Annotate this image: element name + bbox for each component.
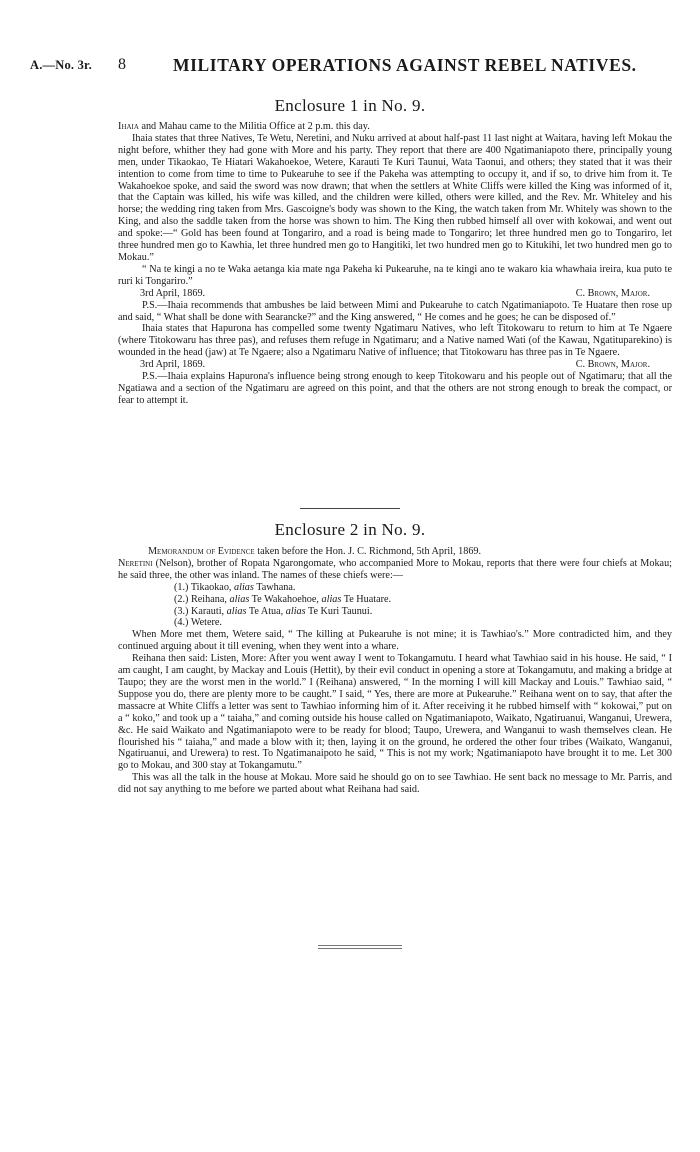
document-reference: A.—No. 3r. xyxy=(30,58,92,72)
paragraph: This was all the talk in the house at Mokau. More said he should go on to see Tawhiao. He sent back no message to Mr. Parris, and did not say anything to me before we parted about what Reihana had said. xyxy=(118,772,672,796)
signature-line xyxy=(118,359,672,371)
enclosure-2-body xyxy=(118,546,672,796)
signature-name: C. Brown, Major. xyxy=(575,287,650,299)
signature-line xyxy=(118,288,672,300)
page-title: MILITARY OPERATIONS AGAINST REBEL NATIVES. xyxy=(173,55,637,75)
running-header xyxy=(30,55,670,78)
speaker-name: Neretini xyxy=(118,557,153,569)
paragraph: Neretini (Nelson), brother of Ropata Ngarongomate, who accompanied More to Mokau, reports that there were four chiefs at Mokau; he said three, the other was inland. The names of these chiefs were:— xyxy=(118,557,672,581)
list-item: (2.) Reihana, alias Te Wakahoehoe, alias Te Huatare. xyxy=(174,593,392,605)
section-divider xyxy=(300,508,400,509)
paragraph: Ihaia states that Hapurona has compelled some twenty Ngatimaru Natives, who left Titokowaru to return to him at Te Ngaere (where Titokowaru has three pas), and refuses them refuge in Ngatimaru; and a Native named Wati (of the Kawau, Ngatituparekino) is wounded in the head (jaw) at Te Ngaere; also a Ngatimaru Native of influence; that Titokowaru has three pas in Te Ngaere. xyxy=(118,323,672,359)
enclosure-2-title: Enclosure 2 in No. 9. xyxy=(274,520,426,539)
list-item: (4.) Wetere. xyxy=(174,617,222,629)
paragraph: When More met them, Wetere said, “ The killing at Pukearuhe is not mine; it is Tawhiao's.” More contradicted him, and they continued arguing about it till evening, when they went into a whare. xyxy=(118,629,672,653)
signature-name: C. Brown, Major. xyxy=(575,359,650,371)
postscript: P.S.—Ihaia recommends that ambushes be laid between Mimi and Pukearuhe to catch Ngatimaniapoto. Te Huatare then rose up and said, “ What shall be done with Searancke?” and the King answered, “ He comes and he goes; he can be disposed of.” xyxy=(118,299,672,323)
enclosure-1-body xyxy=(118,121,672,407)
signature-date: 3rd April, 1869. xyxy=(140,359,206,371)
enclosure-1-title: Enclosure 1 in No. 9. xyxy=(274,96,426,115)
list-item: (1.) Tikaokao, alias Tawhana. xyxy=(174,581,296,593)
list-item: (3.) Karauti, alias Te Atua, alias Te Kuri Taunui. xyxy=(174,605,373,617)
paragraph: “ Na te kingi a no te Waka aetanga kia mate nga Pakeha ki Pukearuhe, na te kingi ano te wakaro kia whawhaia ireira, kua puto te ruri ki Tongariro.” xyxy=(118,263,672,287)
end-rule xyxy=(318,948,402,949)
paragraph: Ihaia and Mahau came to the Militia Office at 2 p.m. this day. xyxy=(118,121,370,132)
chief-list xyxy=(118,582,672,630)
postscript: P.S.—Ihaia explains Hapurona's influence being strong enough to keep Titokowaru and his people out of Ngatimaru; that all the Ngatiawa and a section of the Ngatimaru are agreed on this point, and that the others are not strong enough to break the compact, or fear to attempt it. xyxy=(118,371,672,406)
end-rule xyxy=(318,945,402,946)
speaker-name: Ihaia xyxy=(118,121,139,132)
page-number: 8 xyxy=(118,56,126,73)
paragraph: Ihaia states that three Natives, Te Wetu, Neretini, and Nuku arrived at about half-past 11 last night at Waitara, having left Mokau the night before, whither they had gone with More and his party. They report that there are 400 Ngatimaniapoto there, principally young men, under Tikaokao, Te Hiatari Wakahoekoe, Wetere, Karauti Te Kuri Taunui, Wata Taonui, and others; they stated that it was their intention to come from time to time to Pukearuhe to see if the Pakeha was attempting to occupy it, and if so, to drive him from it. Te Wakahoekoe spoke, and said the sword was now drawn; that when the settlers at White Cliffs were killed the King was informed of it, that the Captain was killed, his wife was killed, and the children were killed, others were killed, and the Rev. Mr. Whiteley and his horse; the wedding ring taken from Mrs. Gascoigne's body was shown to the King, the watch taken from Mr. Whitely was shown to the King, and also the saddle taken from the horse was shown to him. The King then rubbed himself all over with kokowai, and went out and spoke:—“ Gold has been found at Tongariro, and a road is being made to Tongariro; let three hundred men go to Tongariro, let three hundred men go to Kawhia, let three hundred men go to Hangitiki, let two hundred men go to Kitukihi, let two hundred men go to Mokau.” xyxy=(118,132,672,263)
signature-date: 3rd April, 1869. xyxy=(140,287,206,299)
memorandum-heading: Memorandum of Evidence taken before the Hon. J. C. Richmond, 5th April, 1869. xyxy=(148,546,482,557)
paragraph: Reihana then said: Listen, More: After you went away I went to Tokangamutu. I heard what Tawhiao said in his house. He said, “ I am caught, I am caught, by Mackay and Louis (Hettit), by their evil conduct in opening a store at Tokangamutu, and making a bridge at Taupo; they are the worst men in the world.” I (Reihana) answered, “ In the morning I will kill Mackay and Louis.” Tawhiao said, “ Suppose you do, there are plenty more to be caught.” I said, “ Yes, there are more at Pukearuhe.” Reihana went on to say, that after the massacre at White Cliffs a letter was sent to Tawhiao informing him of it. After receiving it he rubbed himself with “ kokowai,” put on a “ koko,” and took up a “ taiaha,” and coming outside his house called on Ngatimaniapoto, Waikato, Ngatiruanui, Wanganui, Urewera, &c. He said Waikato and Ngatimaniapoto were to be ready for blood; Taupo, Urewera, and Wanganui to wash themselves clean. He flourished his “ taiaha,” and made a blow with it; then, laying it on the ground, he ordered the other four tribes (Waikato, Wanganui, Ngatiruanui, and Urewera) to rest. To Ngatimanaipoto he said, “ This is not my work; Ngatimaniapoto have brought it to me. Let 300 go to Mokau, and 300 stay at Tokangamutu.” xyxy=(118,653,672,772)
